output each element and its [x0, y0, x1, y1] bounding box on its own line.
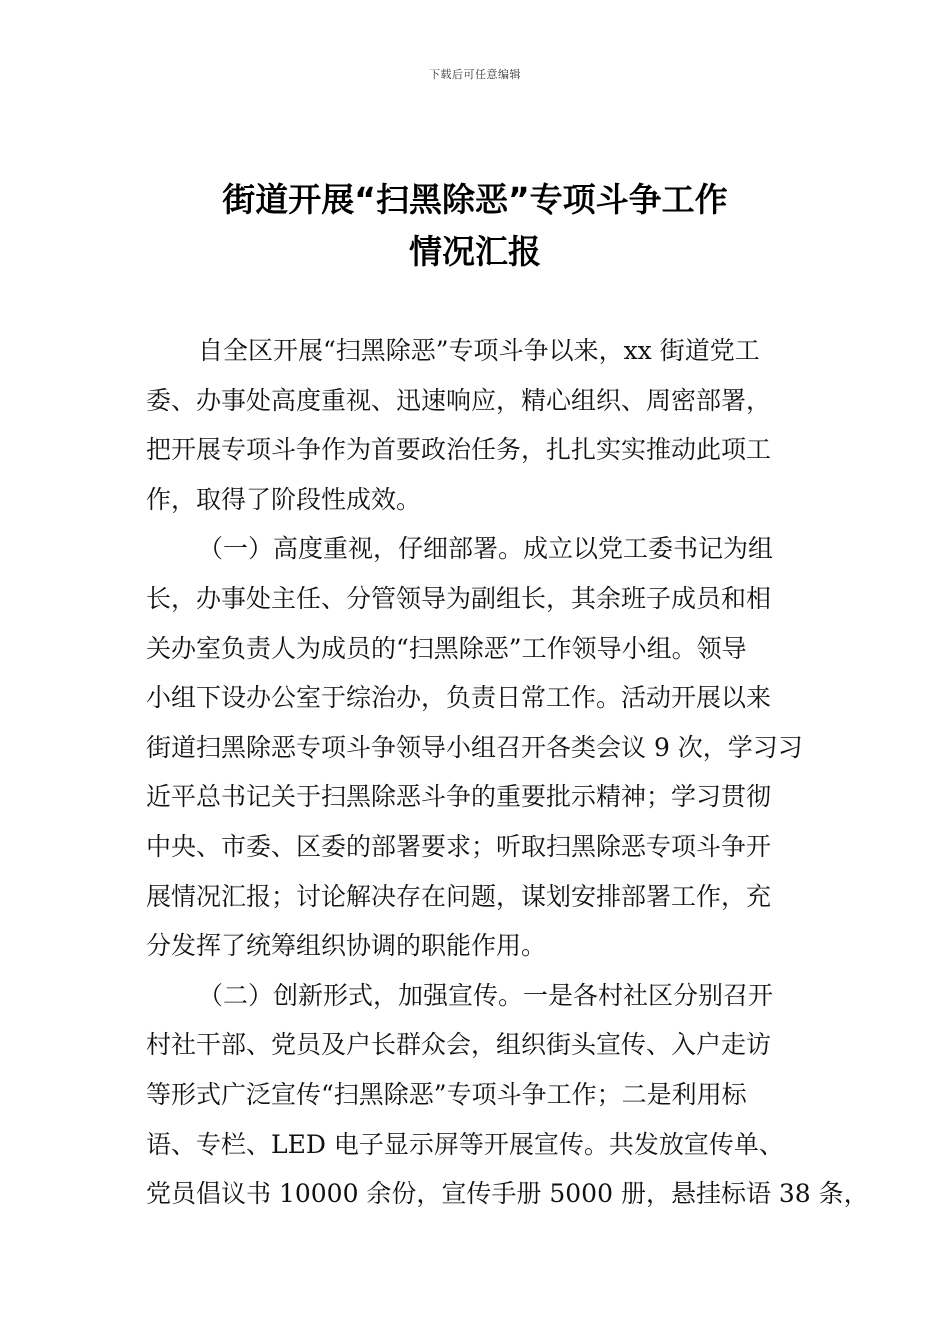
text-line: 中央、市委、区委的部署要求；听取扫黑除恶专项斗争开: [146, 831, 772, 861]
text-line: 分发挥了统筹组织协调的职能作用。: [146, 931, 547, 961]
text-line: 展情况汇报；讨论解决存在问题，谋划安排部署工作，充: [146, 881, 772, 911]
paragraph-section-2: [146, 971, 869, 1219]
header-note: 下载后可任意编辑: [429, 68, 521, 81]
text-line: （二）创新形式，加强宣传。一是各村社区分别召开: [198, 980, 774, 1010]
text-line: 村社干部、党员及户长群众会，组织街头宣传、入户走访: [146, 1030, 772, 1060]
text-line: 党员倡议书 10000 余份，宣传手册 5000 册，悬挂标语 38 条，: [146, 1179, 869, 1209]
text-line: 长，办事处主任、分管领导为副组长，其余班子成员和相: [146, 583, 772, 613]
text-line: 等形式广泛宣传“扫黑除恶”专项斗争工作；二是利用标: [146, 1079, 747, 1109]
paragraph-section-1: [146, 524, 808, 970]
text-line: 把开展专项斗争作为首要政治任务，扎扎实实推动此项工: [146, 435, 772, 465]
document-body: [146, 326, 869, 1219]
paragraph-intro: [146, 326, 808, 524]
text-line: 委、办事处高度重视、迅速响应，精心组织、周密部署，: [146, 385, 772, 415]
title-line-2: 情况汇报: [409, 232, 541, 271]
text-line: 关办室负责人为成员的“扫黑除恶”工作领导小组。领导: [146, 633, 747, 663]
text-line: 小组下设办公室于综治办，负责日常工作。活动开展以来: [146, 683, 772, 713]
text-line: （一）高度重视，仔细部署。成立以党工委书记为组: [198, 534, 774, 564]
text-line: 自全区开展“扫黑除恶”专项斗争以来，xx 街道党工: [198, 336, 760, 365]
text-line: 街道扫黑除恶专项斗争领导小组召开各类会议 9 次，学习习: [146, 732, 803, 762]
text-line: 语、专栏、LED 电子显示屏等开展宣传。共发放宣传单、: [146, 1129, 784, 1159]
text-line: 近平总书记关于扫黑除恶斗争的重要批示精神；学习贯彻: [146, 782, 772, 812]
title-line-1: 街道开展“扫黑除恶”专项斗争工作: [222, 180, 728, 219]
document-title: [0, 174, 950, 278]
text-line: 作，取得了阶段性成效。: [146, 484, 422, 514]
